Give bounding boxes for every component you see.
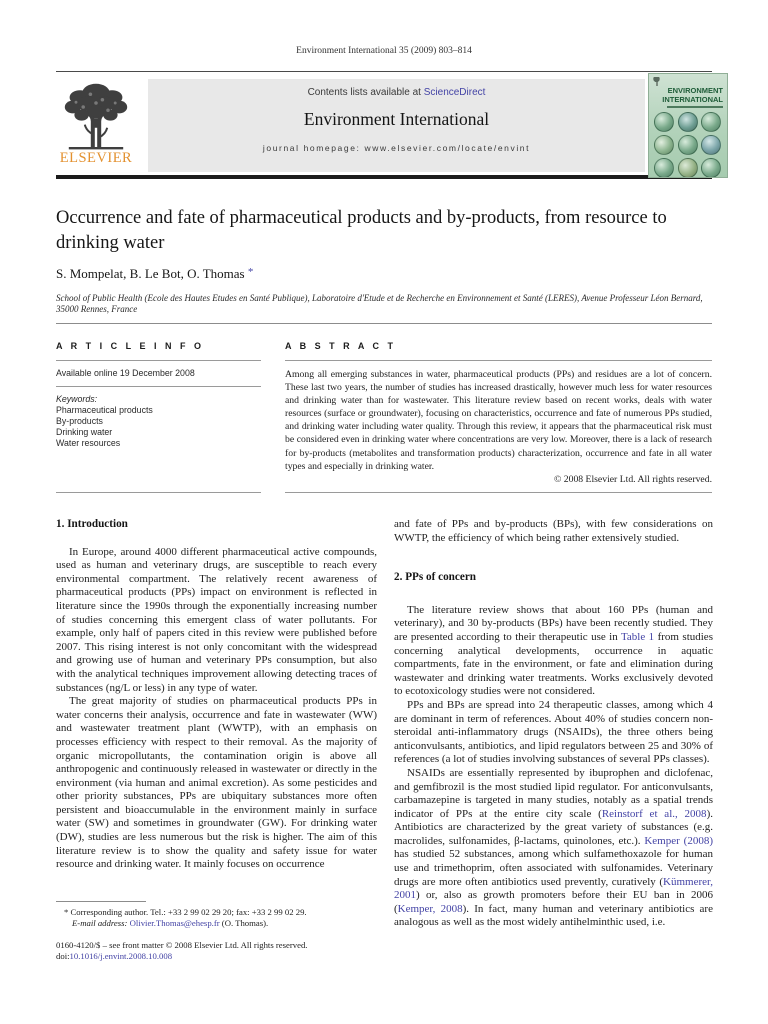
contents-prefix: Contents lists available at <box>307 87 424 98</box>
keywords-divider <box>56 386 261 387</box>
issn-copyright-line: 0160-4120/$ – see front matter © 2008 Elsevier Ltd. All rights reserved. <box>56 940 308 950</box>
keyword-item: Drinking water <box>56 427 113 437</box>
paragraph <box>394 767 713 930</box>
footnote-block <box>56 901 378 962</box>
contents-line <box>148 87 645 98</box>
paragraph: PPs and BPs are spread into 24 therapeutic classes, among which 4 are dominant in term of references. About 40% of studies concern non-steroidal anti-inflammatory drugs (NSAIDs), the three others being anticonvulsants, antibiotics, and lipid regulators between 25 and 30% of references (a lot of studies involving substances of several PPs classes). <box>394 698 713 766</box>
abstract-section <box>285 341 712 485</box>
text-segment: NSAIDs are essentially represented by ibuprophen and diclofenac, and gemfibrozil is the most studied lipid regulator. For anticonvulsants, carbamazepine is targeted in many studies, notably as a spatial trends indicator of PPs at the entire city scale ( <box>394 766 713 820</box>
article-info-header: A R T I C L E I N F O <box>56 341 205 351</box>
abstract-underline <box>285 360 712 361</box>
email-note <box>56 918 378 929</box>
abstract-header: A B S T R A C T <box>285 341 396 351</box>
author-list <box>56 266 253 282</box>
globe-icon <box>678 112 698 132</box>
footnote-divider <box>56 901 146 902</box>
text-segment: has studied 52 substances, among which sulfamethoxazole for human use and trimethoprim, often associated with sulfonamides. Veterinary drugs are more often antibiotics used prevently, curatively ( <box>394 848 713 888</box>
paragraph: and fate of PPs and by-products (BPs), with few considerations on WWTP, the efficiency of which being rather extensively studied. <box>394 518 713 544</box>
cover-title-line1: ENVIRONMENT <box>667 86 723 95</box>
section-heading-pps-of-concern: 2. PPs of concern <box>394 571 477 584</box>
abstract-bottom-divider <box>285 492 712 493</box>
journal-citation: Environment International 35 (2009) 803–814 <box>296 46 472 56</box>
corresponding-author-mark[interactable]: * <box>247 266 254 278</box>
available-online-date: Available online 19 December 2008 <box>56 368 195 378</box>
title-divider <box>56 323 712 324</box>
keyword-item: By-products <box>56 416 103 426</box>
paragraph: The great majority of studies on pharmaceutical products PPs in water concerns their analysis, occurrence and fate in wastewater (WW) and wastewater treatment plant (WWTP), with an emphasis on processes efficiency with respect to their removal. As the majority of organic micropollutants, the contamination origin is above all anthropogenic and continuously released in wastewater or directly in the environment (via human and animal excretion). As some pesticides and other priority substances, PPs are ubiquitary substances more often persistent and bioaccumulable in the environment mainly in surface water (SW) and sometimes in groundwater (GW). For drinking water (DW), studies are less numerous but the risk is higher. The aim of this literature review is to show the quality and safety issue for water resource and drinking water. It mainly focuses on occurrence <box>56 695 377 871</box>
paragraph: In Europe, around 4000 different pharmaceutical active compounds, used as human and veterinary drugs, are susceptible to reach every environmental compartment. The relatively recent awareness of pharmaceutical products (PPs) impact on environment is reflected in literature since the 1990s through the exponentially increasing number of studies concerning this emergent class of water pollutants. For example, only half of papers cited in this review were published before 2007. This rising interest is not only concomitant with the widespread and growing use of human and veterinary PPs consumption, but also with the analytical techniques improvement allowing detecting traces of substances (ng/L or less) in any type of water. <box>56 545 377 694</box>
globe-icon <box>678 135 698 155</box>
elsevier-wordmark: ELSEVIER <box>59 150 133 166</box>
cover-title-line2: INTERNATIONAL <box>662 94 723 104</box>
email-label: E-mail address: <box>72 918 128 928</box>
globe-icon <box>701 135 721 155</box>
globe-icon <box>654 135 674 155</box>
abstract-text: Among all emerging substances in water, pharmaceutical products (PPs) and residues are a lot of concern. These last two years, the number of studies has increased drastically, however much less for water resources and drinking water than for wastewater. This literature review based on recent works, deals with water resources (surface or groundwater), focusing on characteristics, occurrence and fate of numerous PPs studied, and drinking water including water quality. Through this review, it appears that the pharmaceutical risk must be considered even in drinking water where concentrations are very low. Moreover, there is a lack of research for by-products (metabolites and transformation products) characterization, occurrence and fate in all water types and especially in drinking water. <box>285 369 712 472</box>
citation-link[interactable]: Kemper, 2008 <box>397 902 463 915</box>
citation-link[interactable]: Kümmerer, 2001 <box>394 875 713 902</box>
journal-banner <box>148 79 645 172</box>
globe-icon <box>701 158 721 178</box>
citation-link[interactable]: Kemper (2008) <box>644 834 713 847</box>
article-info-section <box>56 341 261 449</box>
citation-link[interactable]: Table 1 <box>620 630 655 643</box>
email-link[interactable]: Olivier.Thomas@ehesp.fr <box>129 918 220 928</box>
article-info-underline <box>56 360 261 361</box>
text-segment: ) or, also as growth promoters before their EU ban in 2006 ( <box>394 889 713 915</box>
globe-icon <box>654 112 674 132</box>
keywords-label: Keywords: <box>56 394 98 404</box>
keyword-item: Pharmaceutical products <box>56 405 153 415</box>
citation-link[interactable]: Reinstorf et al., 2008 <box>601 807 707 820</box>
section-heading-introduction: 1. Introduction <box>56 518 128 530</box>
globe-icon <box>678 158 698 178</box>
cover-elsevier-mark-icon <box>653 77 660 86</box>
sciencedirect-link[interactable]: ScienceDirect <box>423 87 486 98</box>
globe-icon <box>654 158 674 178</box>
journal-cover-thumbnail <box>648 73 728 178</box>
email-suffix: (O. Thomas). <box>219 918 269 928</box>
cover-globe-images <box>653 111 723 178</box>
cover-title <box>653 87 723 104</box>
banner-bottom-bar <box>56 175 712 179</box>
text-segment: The literature review shows that about 160 PPs (human and veterinary), and 30 by-products (BPs) have been recently studied. They are presented according to their therapeutic use in <box>394 603 713 643</box>
affiliation: School of Public Health (Ecole des Hautes Etudes en Santé Publique), Laboratoire d'Etude et de Recherche en Environnement et Santé (LERES), Avenue Professeur Léon Bernard, 35000 Rennes, France <box>56 293 703 314</box>
abstract-copyright: © 2008 Elsevier Ltd. All rights reserved. <box>553 473 712 485</box>
doi-line <box>56 951 378 962</box>
elsevier-tree-icon <box>50 78 142 152</box>
elsevier-logo <box>50 78 142 174</box>
keyword-item: Water resources <box>56 438 121 448</box>
header-divider <box>56 71 712 72</box>
corresponding-author-note: * Corresponding author. Tel.: +33 2 99 02 29 20; fax: +33 2 99 02 29. <box>64 907 307 917</box>
globe-icon <box>701 112 721 132</box>
body-column-right <box>394 518 713 930</box>
body-column-left <box>56 518 377 872</box>
doi-link[interactable]: 10.1016/j.envint.2008.10.008 <box>69 951 173 961</box>
doi-label: doi: <box>56 951 70 961</box>
author-names: S. Mompelat, B. Le Bot, O. Thomas <box>56 266 245 281</box>
cover-tagline <box>667 106 723 108</box>
text-segment: ). In fact, many human and veterinary antibiotics are analogous as well as the most widely antihelminthic used, i.e. <box>394 902 713 929</box>
text-segment: ). Antibiotics are characterized by the great variety of substances (e.g. macrolides, sulfonamides, β-lactams, quinolones, etc.). <box>394 807 713 847</box>
paragraph <box>394 604 713 699</box>
text-segment: from studies concerning analytical developments, occurrence in aquatic compartments, fate in the environment, or fate and elimination during wastewater and drinking water treatments. Works exclusively devoted to ecotoxicology studies were not considered. <box>394 630 713 698</box>
article-title: Occurrence and fate of pharmaceutical products and by-products, from resource to drinking water <box>56 208 667 253</box>
info-bottom-divider <box>56 492 261 493</box>
journal-name: Environment International <box>303 109 490 129</box>
keywords-list <box>56 405 261 449</box>
journal-homepage-link[interactable]: journal homepage: www.elsevier.com/locate/envint <box>262 143 531 153</box>
